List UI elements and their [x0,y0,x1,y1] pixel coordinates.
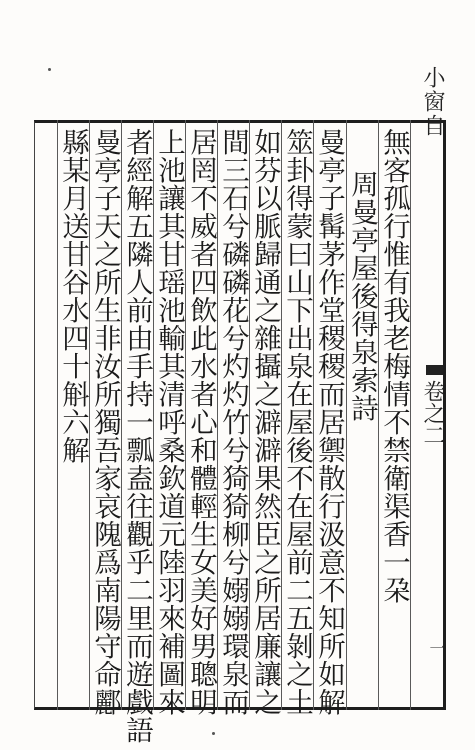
text-column: 居罔不威者四飲此水者心和體輕生女美好男聰明 [185,128,217,716]
text-column: 如芬以脈歸通之雜攝之澼澼果然臣之所居廉讓之 [249,128,281,716]
text-column: 曼亭子天之所生非汝所獨吾家哀隗爲南陽守命酈 [89,128,121,716]
paper-speck [48,68,51,71]
text-column: 上池讓其甘瑶池輸其清呼桑欽道元陸羽來補圖來 [153,128,185,716]
text-column: 曼亭子髯茅作堂稷稷而居禦散行汲意不知所如解 [313,128,345,716]
text-column: 筮卦得蒙曰山下出泉在屋後不在屋前二五剝之土 [281,128,313,716]
fold-book-title: 小窗自 [420,66,445,138]
paper-speck [212,732,215,735]
fold-page-number: 一 [427,640,446,656]
text-column: 無客孤行惟有我老梅情不禁衛渠香一朶 [378,128,410,604]
text-column: 間三石兮磷磷花兮灼灼竹兮猗猗柳兮嫋嫋環泉而 [217,128,249,716]
fold-volume-label: 卷之二 [420,380,445,446]
column-rule [410,120,411,710]
text-column: 者經解五隣人前由手持一瓢盍往觀乎二里而遊戲語 [121,128,153,744]
poem-title-column: 周曼亭屋後得泉索詩 [346,170,378,422]
text-column: 縣某月送甘谷水四十斛六解 [57,128,89,464]
